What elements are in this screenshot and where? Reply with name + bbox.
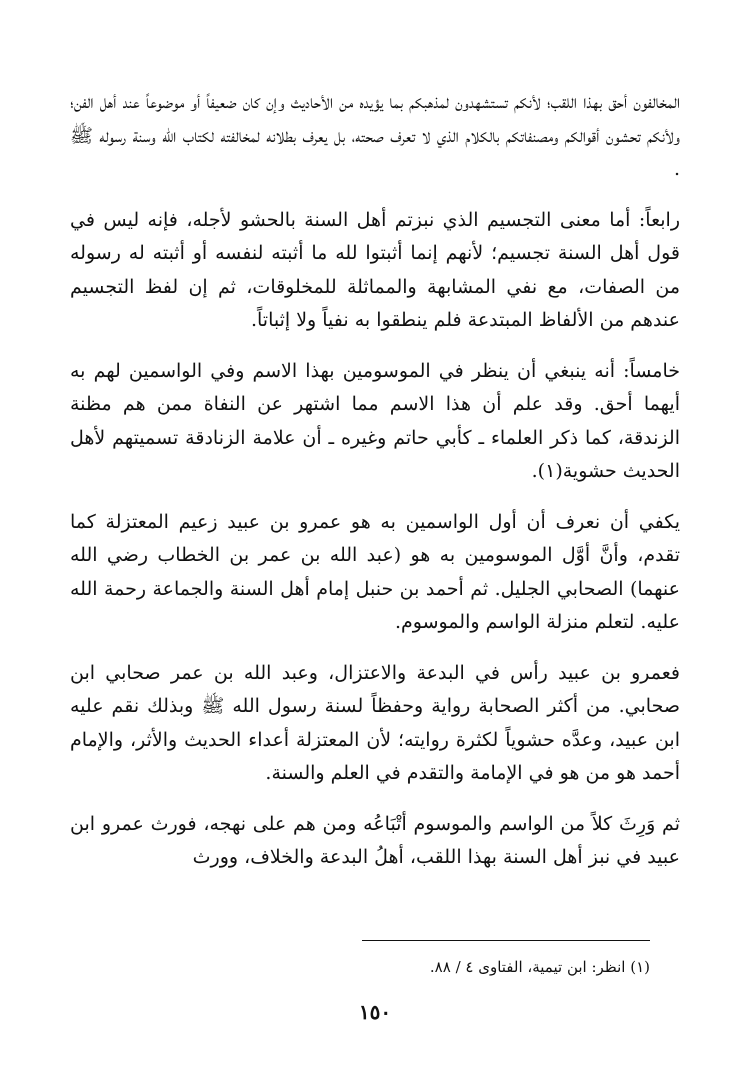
paragraph-4: يكفي أن نعرف أن أول الواسمين به هو عمرو بن عبيد زعيم المعتزلة كما تقدم، وأنَّ أوَّل الموسومين به هو (عبد الله بن عمر بن الخطاب رضي الله عنهما) الصحابي الجليل. ثم أحمد بن حنبل إمام أهل السنة والجماعة رحمة الله عليه. لتعلم منزلة الواسم والموسوم. bbox=[70, 510, 680, 633]
page-number: ١٥٠ bbox=[358, 1000, 392, 1024]
paragraph-5: فعمرو بن عبيد رأس في البدعة والاعتزال، وعبد الله بن عمر صحابي ابن صحابي. من أكثر الصحابة رواية وحفظاً لسنة رسول الله ﷺ وبذلك نقم عليه ابن عبيد، وعدَّه حشوياً لكثرة روايته؛ لأن المعتزلة أعداء الحديث والأثر، والإمام أحمد هو من هو في الإمامة والتقدم في العلم والسنة. bbox=[70, 661, 680, 784]
main-text bbox=[70, 86, 680, 892]
paragraph-6: ثم وَرِثَ كلاً من الواسم والموسوم أتْبَاعُه ومن هم على نهجه، فورث عمرو ابن عبيد في نبز أهل السنة بهذا اللقب، أهلُ البدعة والخلاف، وورث bbox=[70, 812, 680, 868]
paragraph-2: رابعاً: أما معنى التجسيم الذي نبزتم أهل السنة بالحشو لأجله، فإنه ليس في قول أهل السنة تجسيم؛ لأنهم إنما أثبتوا لله ما أثبته لنفسه أو أثبته له رسوله من الصفات، مع نفي المشابهة والمماثلة للمخلوقات، ثم إن لفظ التجسيم عندهم من الألفاظ المبتدعة فلم ينطقوا به نفياً ولا إثباتاً. bbox=[70, 208, 680, 331]
paragraph-3: خامساً: أنه ينبغي أن ينظر في الموسومين بهذا الاسم وفي الواسمين لهم به أيهما أحق. وقد علم أن هذا الاسم مما اشتهر عن النفاة ممن هم مظنة الزندقة، كما ذكر العلماء ـ كأبي حاتم وغيره ـ أن علامة الزنادقة تسميتهم لأهل الحديث حشوية(١). bbox=[70, 359, 680, 482]
footnote: (١) انظر: ابن تيمية، الفتاوى ٤ / ٨٨. bbox=[429, 958, 650, 976]
paragraph-1: المخالفون أحق بهذا اللقب؛ لأنكم تستشهدون لمذهبكم بما يؤيده من الأحاديث وإن كان ضعيفاً أو موضوعاً عند أهل الفن؛ ولأنكم تحشون أقوالكم ومصنفاتكم بالكلام الذي لا تعرف صحته، بل يعرف بطلانه لمخالفته لكتاب الله وسنة رسوله ﷺ . bbox=[70, 91, 680, 180]
footnote-divider bbox=[362, 940, 650, 941]
